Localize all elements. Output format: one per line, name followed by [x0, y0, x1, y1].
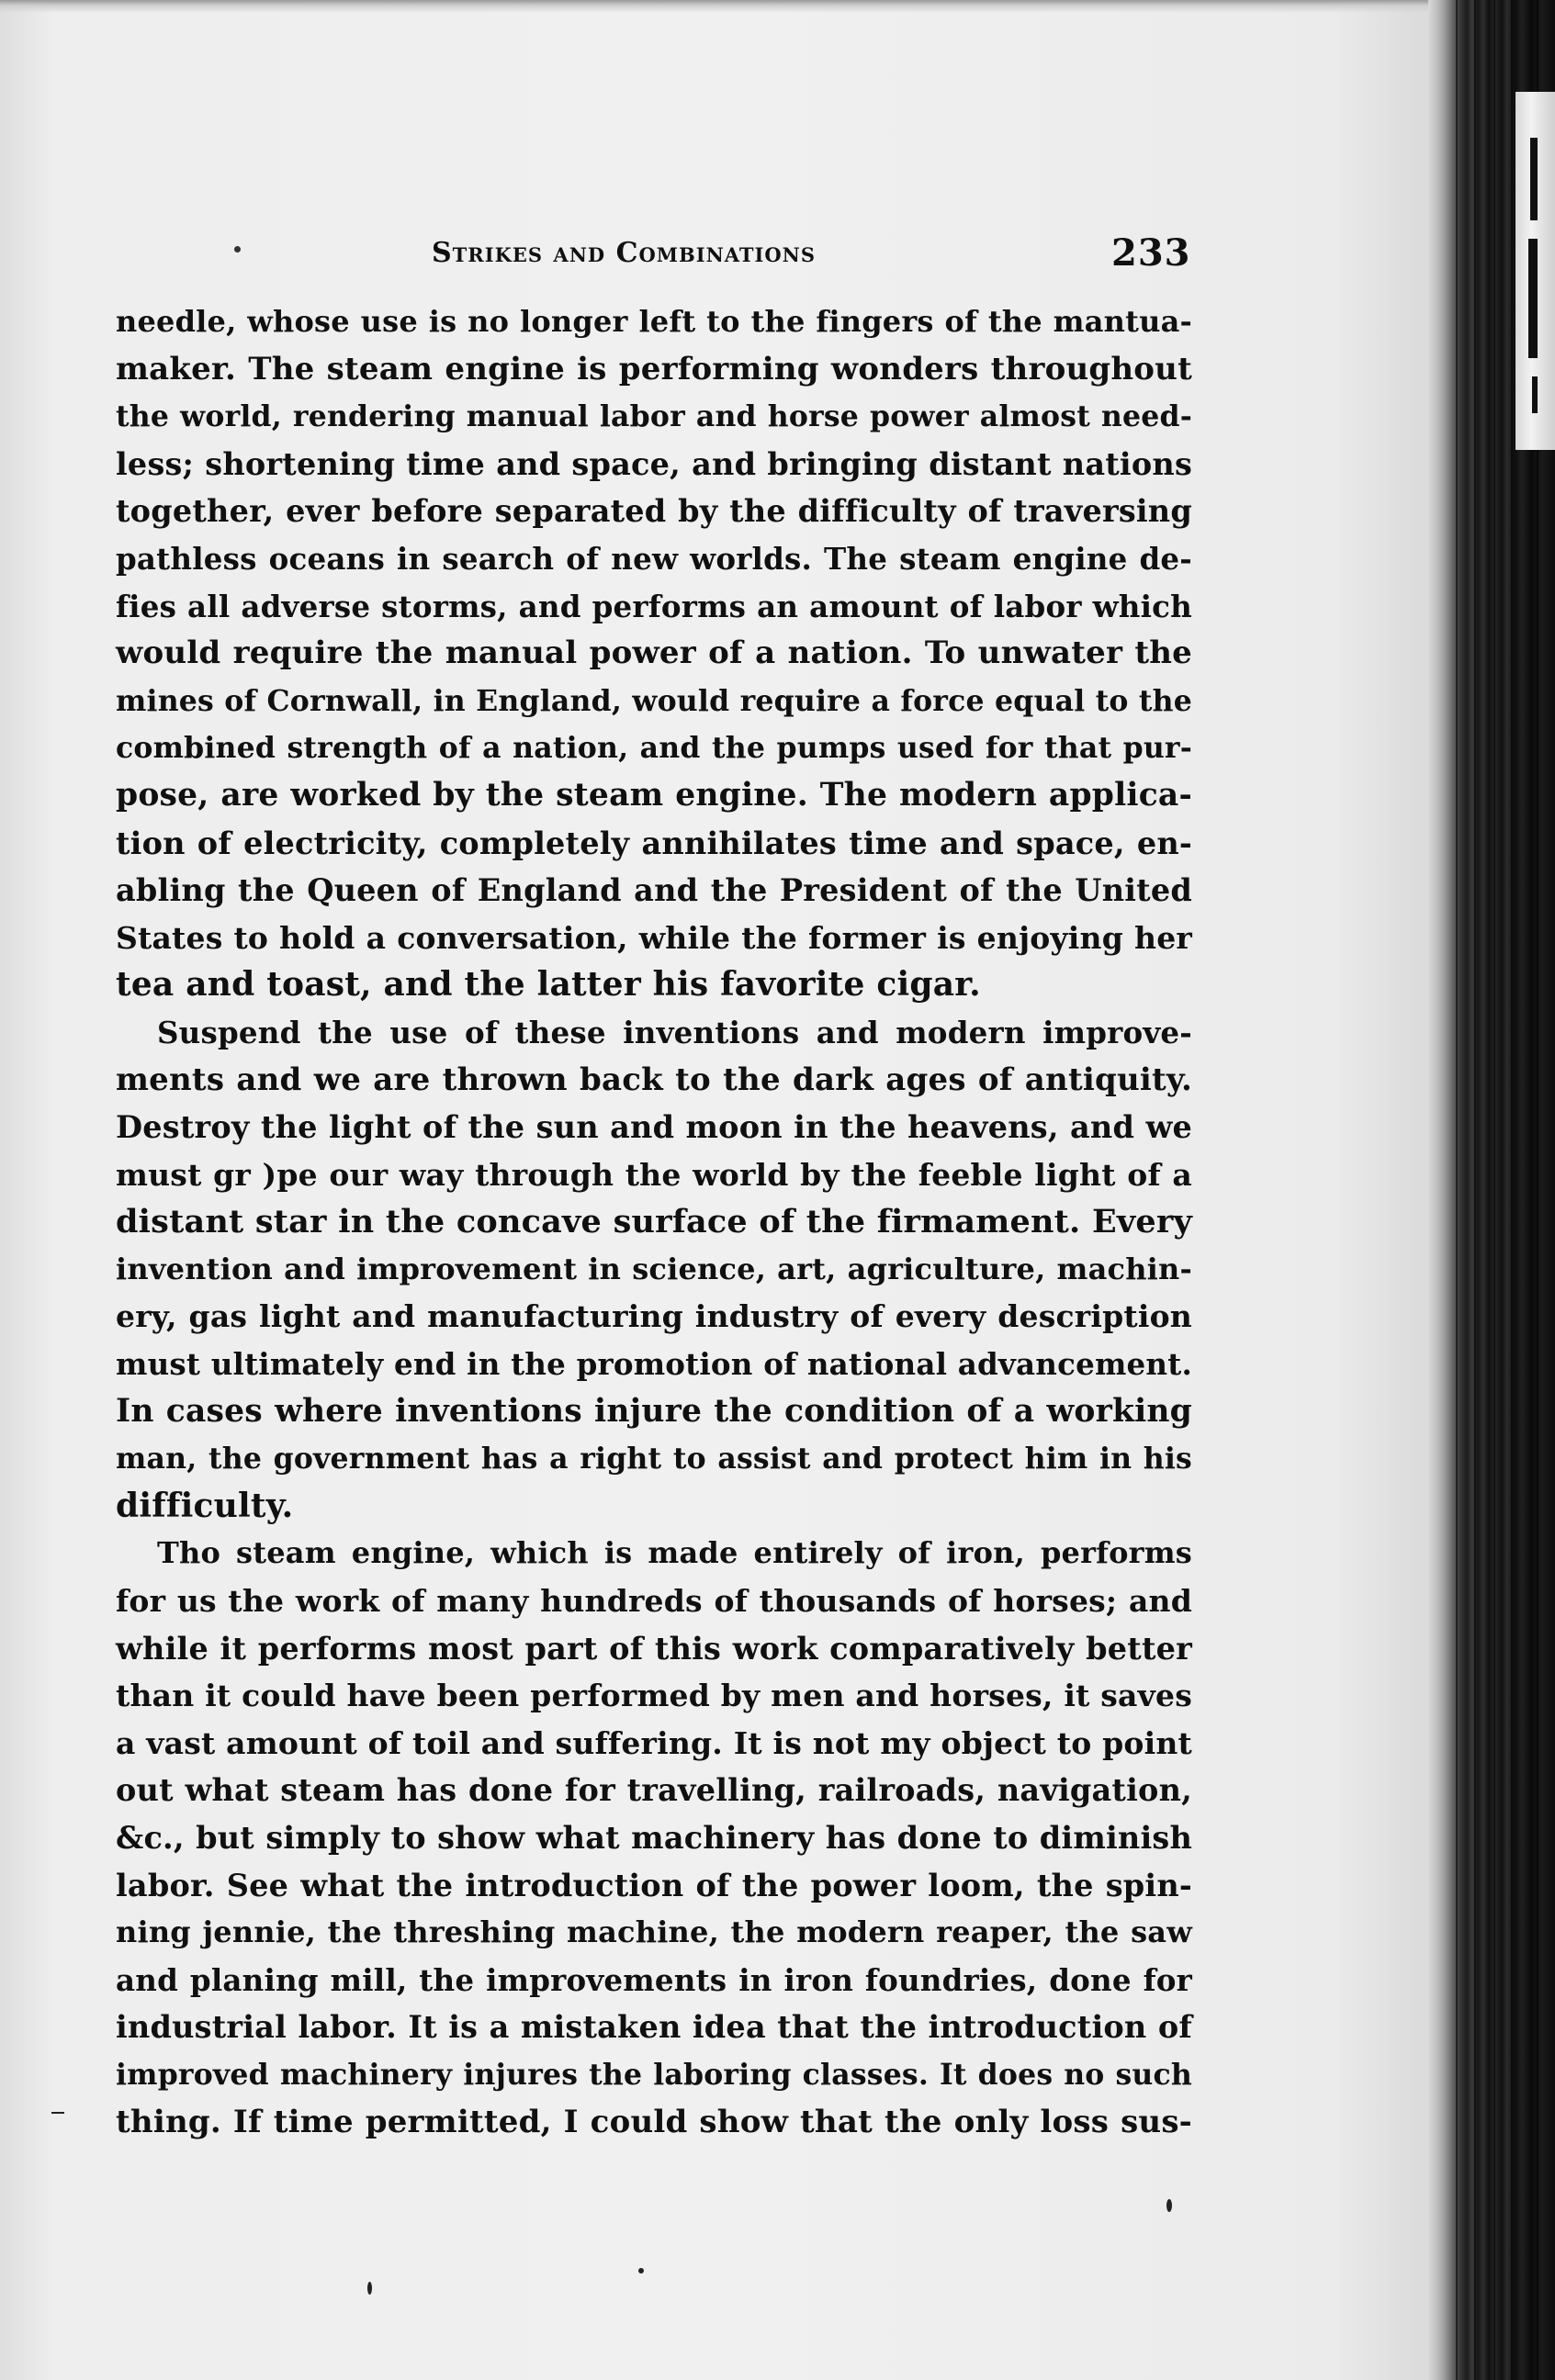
text-line: the world, rendering manual labor and horse power almost need- [116, 399, 1192, 434]
text-line: while it performs most part of this work comparatively better [116, 1630, 1192, 1667]
text-line: abling the Queen of England and the President of the United [116, 872, 1192, 909]
text-line: Tho steam engine, which is made entirely of iron, performs [157, 1535, 1192, 1571]
text-line: than it could have been performed by men and horses, it saves [116, 1678, 1192, 1714]
text-line: States to hold a conversation, while the former is enjoying her [116, 919, 1192, 956]
text-line: tion of electricity, completely annihilates time and space, en- [116, 825, 1192, 861]
text-line: combined strength of a nation, and the pumps used for that pur- [116, 731, 1192, 766]
text-line: tea and toast, and the latter his favorite cigar. [116, 965, 981, 1005]
text-line: fies all adverse storms, and performs an amount of labor which [116, 588, 1192, 624]
text-line: and planing mill, the improvements in iron foundries, done for [116, 1961, 1192, 1998]
ink-speck [367, 2282, 372, 2295]
binding-line [1456, 0, 1458, 2380]
text-line: ments and we are thrown back to the dark ages of antiquity. [116, 1061, 1192, 1098]
text-line: mines of Cornwall, in England, would require a force equal to the [116, 683, 1192, 718]
ink-speck [1166, 2199, 1172, 2212]
ink-speck [51, 2112, 64, 2114]
text-line: a vast amount of toil and suffering. It is not my object to point [116, 1724, 1192, 1761]
edge-mark [1530, 138, 1538, 220]
text-line: industrial labor. It is a mistaken idea that the introduction of [116, 2009, 1192, 2046]
text-line: together, ever before separated by the difficulty of traversing [116, 493, 1192, 530]
text-line: ery, gas light and manufacturing industry of every descriptiоn [116, 1298, 1192, 1335]
paragraph-3 [116, 1530, 1192, 2146]
text-line: pose, are worked by the steam engine. The modern applica- [116, 776, 1192, 814]
page-number: 233 [1111, 231, 1191, 275]
text-line: ning jennie, the threshing machine, the modern reaper, the saw [116, 1914, 1192, 1950]
text-line: In cases where inventions injure the condition of a working [116, 1392, 1192, 1430]
text-line: out what steam has done for travelling, railroads, navigation, [116, 1772, 1192, 1809]
text-line: improved machinery injures the laboring classes. It does no such [116, 2057, 1192, 2092]
page-edge-tab [1516, 92, 1555, 450]
binding-line [1493, 0, 1495, 2380]
running-head-title: Strikes and Combinations [432, 237, 817, 269]
text-line: less; shortening time and space, and bringing distant nations [116, 445, 1192, 482]
binding-line [1474, 0, 1476, 2380]
text-line: thing. If time permitted, I could show that the only loss sus- [116, 2103, 1192, 2140]
paragraph-2 [116, 1009, 1192, 1531]
edge-mark [1532, 376, 1538, 413]
text-line: would require the manual power of a nation. To unwater the [116, 634, 1192, 672]
edge-mark [1528, 239, 1538, 358]
text-line: maker. The steam engine is performing wonders throughout [116, 350, 1192, 387]
text-line: invention and improvement in science, art, agriculture, machin- [116, 1251, 1192, 1286]
text-line: Destroy the light of the sun and moon in the heavens, and we [116, 1109, 1192, 1146]
running-head [432, 231, 1350, 275]
text-line: man, the government has a right to assist and protect him in his [116, 1442, 1192, 1476]
body-text [116, 298, 1192, 2146]
paragraph-1 [116, 298, 1192, 1009]
text-line: &c., but simply to show what machinery has done to diminish [116, 1820, 1192, 1856]
top-edge-shadow [0, 0, 1555, 13]
text-line: labor. See what the introduction of the power loom, the spin- [116, 1867, 1192, 1903]
text-line: Suspend the use of these inventions and modern improve- [157, 1014, 1192, 1050]
text-line: must ultimately end in the promotion of national advancement. [116, 1346, 1192, 1383]
header-dot [234, 246, 241, 253]
text-line: distant star in the concave surface of the firmament. Every [116, 1203, 1192, 1241]
text-line: needle, whose use is no longer left to the fingers of the mantua- [116, 304, 1192, 339]
text-line: for us the work of many hundreds of thousands of horses; and [116, 1583, 1192, 1620]
binding-line [1511, 0, 1513, 2380]
text-line: must gr )pe our way through the world by the feeble light of a [116, 1156, 1192, 1193]
text-line: difficulty. [116, 1486, 294, 1525]
text-line: pathless oceans in search of new worlds. The steam engine de- [116, 540, 1192, 577]
ink-speck [638, 2268, 644, 2273]
